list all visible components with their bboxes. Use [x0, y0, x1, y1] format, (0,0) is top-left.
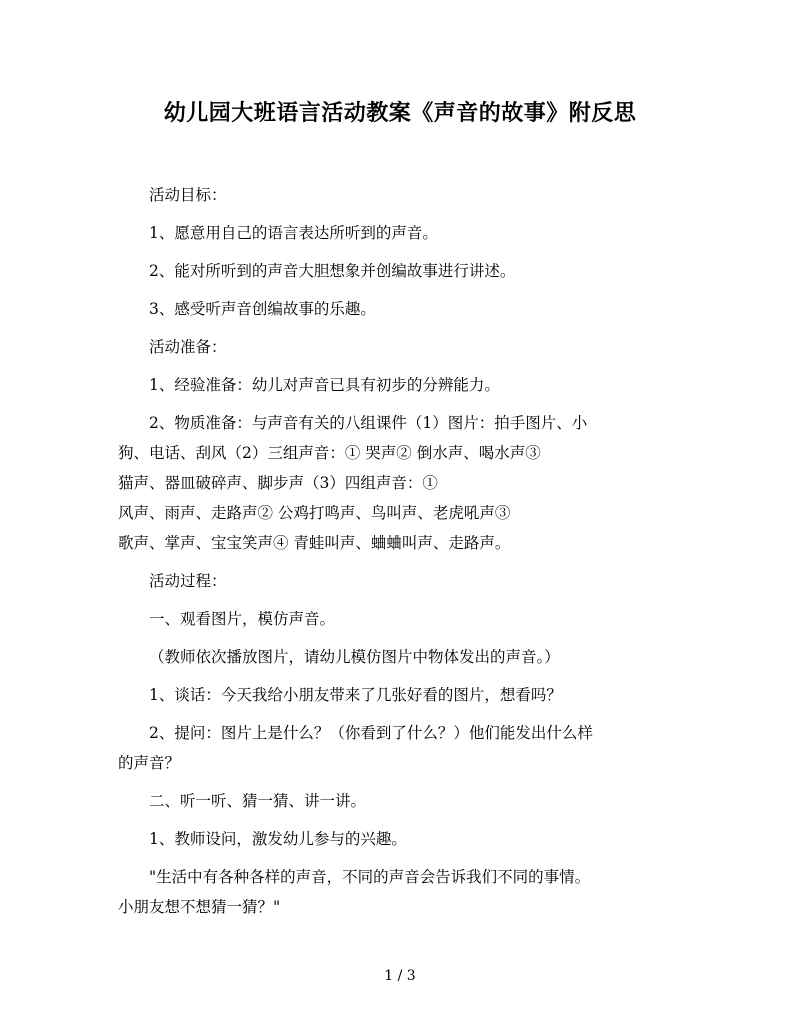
process-step-2-1: 1、教师设问，激发幼儿参与的兴趣。 — [149, 830, 407, 848]
prep-item-2-line: 风声、雨声、走路声② 公鸡打鸣声、鸟叫声、老虎吼声③ — [118, 504, 511, 522]
process-step-1-2-line: 的声音？ — [118, 754, 181, 772]
process-step-2: 二、听一听、猜一猜、讲一讲。 — [149, 792, 367, 810]
page-indicator: 1 / 3 — [384, 968, 416, 984]
prep-item-2 — [118, 408, 684, 558]
process-step-2-quote-line: "生活中有各种各样的声音，不同的声音会告诉我们不同的事情。 — [149, 868, 591, 886]
process-step-1-1: 1、谈话：今天我给小朋友带来了几张好看的图片，想看吗？ — [149, 686, 562, 704]
prep-item-1: 1、经验准备：幼儿对声音已具有初步的分辨能力。 — [149, 376, 500, 394]
process-step-2-quote — [118, 862, 684, 922]
prep-item-2-line: 狗、电话、刮风（2）三组声音：① 哭声② 倒水声、喝水声③ — [118, 444, 541, 462]
prep-item-2-line: 猫声、器皿破碎声、脚步声（3）四组声音：① — [118, 474, 438, 492]
goal-item-2: 2、能对所听到的声音大胆想象并创编故事进行讲述。 — [149, 262, 516, 280]
process-step-2-quote-line: 小朋友想不想猜一猜？" — [118, 898, 281, 916]
process-step-1-note: （教师依次播放图片，请幼儿模仿图片中物体发出的声音。） — [149, 648, 560, 666]
process-step-1-2-line: 2、提问：图片上是什么？（你看到了什么？）他们能发出什么样 — [149, 724, 593, 742]
goal-heading: 活动目标： — [149, 186, 227, 204]
goal-item-3: 3、感受听声音创编故事的乐趣。 — [149, 300, 376, 318]
prep-item-2-line: 歌声、掌声、宝宝笑声④ 青蛙叫声、蛐蛐叫声、走路声。 — [118, 534, 511, 552]
document-body — [118, 180, 684, 930]
goal-item-1: 1、愿意用自己的语言表达所听到的声音。 — [149, 224, 438, 242]
process-step-1-2 — [118, 718, 684, 778]
process-step-1: 一、观看图片，模仿声音。 — [149, 610, 336, 628]
document-title: 幼儿园大班语言活动教案《声音的故事》附反思 — [163, 100, 637, 126]
process-heading: 活动过程： — [149, 572, 227, 590]
prep-heading: 活动准备： — [149, 338, 227, 356]
prep-item-2-line: 2、物质准备：与声音有关的八组课件（1）图片：拍手图片、小 — [149, 414, 588, 432]
